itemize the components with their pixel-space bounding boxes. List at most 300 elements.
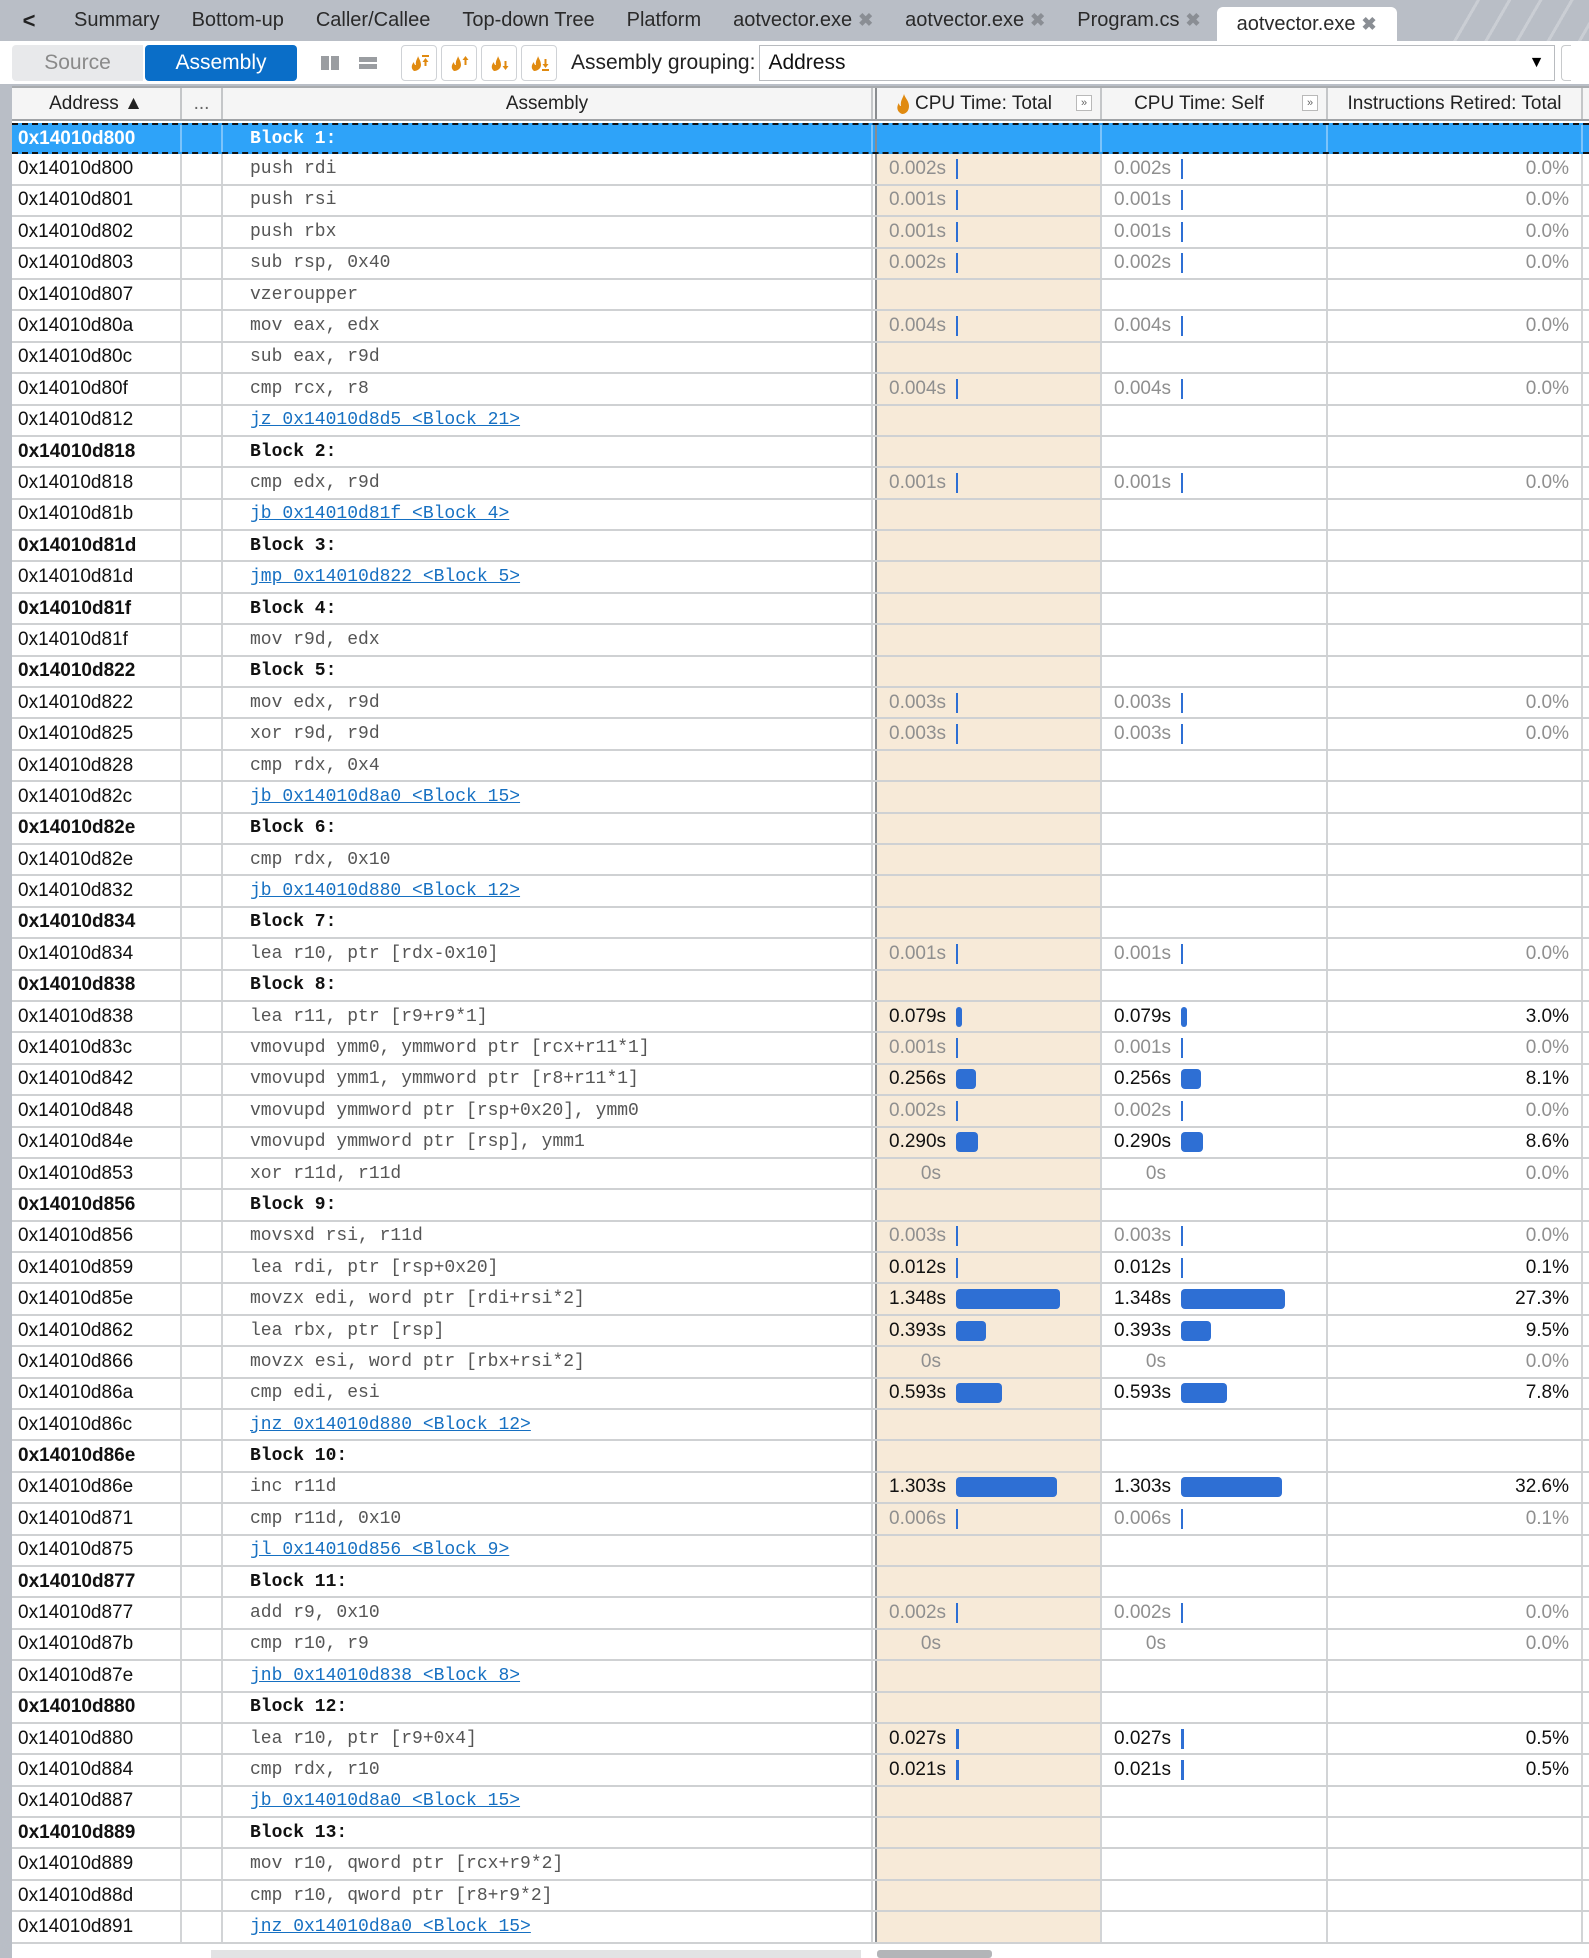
tab-aotvector-exe[interactable] bbox=[1217, 7, 1397, 41]
block-label: Block 8: bbox=[250, 975, 337, 996]
block-header-row[interactable] bbox=[12, 1190, 1589, 1221]
cpu-total-cell bbox=[877, 1347, 1102, 1376]
table-row[interactable] bbox=[12, 1661, 1589, 1692]
tab-label: Top-down Tree bbox=[462, 9, 595, 31]
instruction-text: lea r11, ptr [r9+r9*1] bbox=[250, 1006, 488, 1027]
column-header-cpu-self[interactable] bbox=[1102, 88, 1328, 119]
jump-target-link[interactable]: jb 0x14010d8a0 <Block 15> bbox=[250, 1791, 521, 1812]
time-bar bbox=[956, 1603, 958, 1623]
cpu-total-cell bbox=[877, 374, 1102, 403]
cpu-self-cell bbox=[1102, 1253, 1328, 1282]
address-cell: 0x14010d87b bbox=[12, 1630, 182, 1659]
dots-cell bbox=[182, 1787, 223, 1816]
cpu-self-cell bbox=[1102, 908, 1328, 937]
jump-target-link[interactable]: jnz 0x14010d880 <Block 12> bbox=[250, 1414, 531, 1435]
dots-cell bbox=[182, 1818, 223, 1847]
block-header-row[interactable] bbox=[12, 908, 1589, 939]
instructions-retired-cell bbox=[1328, 971, 1583, 1000]
time-bar bbox=[1181, 1477, 1282, 1497]
dots-cell bbox=[182, 125, 223, 152]
dots-cell bbox=[182, 594, 223, 623]
table-row[interactable] bbox=[12, 343, 1589, 374]
table-row[interactable] bbox=[12, 406, 1589, 437]
assembly-cell bbox=[223, 343, 873, 372]
instructions-retired-value: 0.0% bbox=[1525, 252, 1569, 274]
instructions-retired-cell bbox=[1328, 1316, 1583, 1345]
dots-cell bbox=[182, 939, 223, 968]
dots-cell bbox=[182, 876, 223, 905]
time-bar bbox=[1181, 1038, 1183, 1058]
cpu-self-cell bbox=[1102, 1598, 1328, 1627]
dots-cell bbox=[182, 1410, 223, 1439]
cpu-self-cell bbox=[1102, 625, 1328, 654]
tab-caller-callee[interactable] bbox=[300, 0, 447, 41]
block-header-row[interactable] bbox=[12, 657, 1589, 688]
block-header-row[interactable] bbox=[12, 1567, 1589, 1598]
dropdown-arrow-icon: ▼ bbox=[1528, 53, 1545, 71]
table-row[interactable] bbox=[12, 1410, 1589, 1441]
table-row[interactable] bbox=[12, 1128, 1589, 1159]
table-row[interactable] bbox=[12, 688, 1589, 719]
time-bar bbox=[956, 724, 958, 744]
table-row[interactable] bbox=[12, 1881, 1589, 1912]
table-row[interactable] bbox=[12, 845, 1589, 876]
stacked-layout-icon[interactable] bbox=[355, 50, 381, 76]
address-cell: 0x14010d856 bbox=[12, 1222, 182, 1251]
column-header-assembly[interactable]: Assembly bbox=[223, 88, 873, 119]
table-row[interactable] bbox=[12, 751, 1589, 782]
table-row[interactable] bbox=[12, 1379, 1589, 1410]
address-cell: 0x14010d818 bbox=[12, 437, 182, 466]
assembly-cell bbox=[223, 154, 873, 183]
table-row[interactable] bbox=[12, 1065, 1589, 1096]
instruction-text: vmovupd ymm1, ymmword ptr [r8+r11*1] bbox=[250, 1069, 639, 1090]
instructions-retired-value: 9.5% bbox=[1525, 1319, 1569, 1341]
cpu-total-cell bbox=[877, 1253, 1102, 1282]
table-row[interactable] bbox=[12, 1504, 1589, 1535]
block-header-row[interactable] bbox=[12, 814, 1589, 845]
cpu-self-cell bbox=[1102, 1002, 1328, 1031]
close-tab-icon[interactable]: ✖ bbox=[1030, 10, 1046, 30]
time-bar bbox=[956, 1509, 958, 1529]
cpu-self-cell-value: 0.256s bbox=[1114, 1068, 1172, 1090]
tab-summary[interactable] bbox=[58, 0, 176, 41]
instructions-retired-cell bbox=[1328, 688, 1583, 717]
block-label: Block 1: bbox=[250, 128, 337, 149]
dots-cell bbox=[182, 1316, 223, 1345]
instructions-retired-value: 0.0% bbox=[1525, 691, 1569, 713]
table-row[interactable] bbox=[12, 1755, 1589, 1786]
cpu-self-cell bbox=[1102, 1536, 1328, 1565]
table-row[interactable] bbox=[12, 1787, 1589, 1818]
table-row[interactable] bbox=[12, 1284, 1589, 1315]
address-cell: 0x14010d822 bbox=[12, 688, 182, 717]
address-cell: 0x14010d82c bbox=[12, 782, 182, 811]
block-label: Block 4: bbox=[250, 598, 337, 619]
address-cell: 0x14010d800 bbox=[12, 125, 182, 152]
tab-top-down-tree[interactable] bbox=[446, 0, 610, 41]
cpu-total-cell bbox=[877, 688, 1102, 717]
dots-cell bbox=[182, 1536, 223, 1565]
table-row[interactable] bbox=[12, 1253, 1589, 1284]
dots-cell bbox=[182, 437, 223, 466]
table-row[interactable] bbox=[12, 1159, 1589, 1190]
cpu-total-cell bbox=[877, 1222, 1102, 1251]
table-row[interactable] bbox=[12, 562, 1589, 593]
expand-cpu-self-icon[interactable]: » bbox=[1302, 95, 1318, 111]
column-header-address[interactable]: Address ▲ bbox=[12, 88, 182, 119]
block-header-row[interactable] bbox=[12, 123, 1589, 154]
table-row[interactable] bbox=[12, 1598, 1589, 1629]
cpu-self-cell bbox=[1102, 971, 1328, 1000]
time-bar bbox=[1181, 253, 1183, 273]
dots-cell bbox=[182, 688, 223, 717]
cpu-total-cell bbox=[877, 876, 1102, 905]
close-tab-icon[interactable]: ✖ bbox=[1185, 10, 1201, 30]
assembly-grouping-select[interactable] bbox=[759, 45, 1555, 81]
instruction-text: add r9, 0x10 bbox=[250, 1603, 380, 1624]
instruction-text: xor r11d, r11d bbox=[250, 1163, 402, 1184]
coldest-flame-icon[interactable] bbox=[521, 45, 557, 81]
assembly-grouping-label: Assembly grouping: bbox=[571, 50, 756, 74]
time-bar bbox=[1181, 1603, 1183, 1623]
tabbar-decoration bbox=[1449, 0, 1589, 41]
tab-label: Platform bbox=[626, 9, 702, 31]
close-tab-icon[interactable]: ✖ bbox=[1361, 13, 1377, 34]
dots-cell bbox=[182, 1222, 223, 1251]
toolbar-overflow[interactable] bbox=[1561, 45, 1571, 81]
cpu-total-cell bbox=[877, 406, 1102, 435]
cpu-self-cell bbox=[1102, 186, 1328, 215]
dots-cell bbox=[182, 845, 223, 874]
assembly-cell bbox=[223, 1567, 873, 1596]
cpu-self-cell bbox=[1102, 1441, 1328, 1470]
cpu-total-cell bbox=[877, 280, 1102, 309]
table-row[interactable] bbox=[12, 1724, 1589, 1755]
dots-cell bbox=[182, 1002, 223, 1031]
jump-target-link[interactable]: jnz 0x14010d8a0 <Block 15> bbox=[250, 1916, 531, 1937]
table-row[interactable] bbox=[12, 939, 1589, 970]
cpu-self-cell-value: 0.012s bbox=[1114, 1256, 1172, 1278]
instructions-retired-value: 8.6% bbox=[1525, 1131, 1569, 1153]
cpu-total-cell bbox=[877, 1379, 1102, 1408]
address-cell: 0x14010d81d bbox=[12, 562, 182, 591]
cpu-self-cell bbox=[1102, 845, 1328, 874]
cpu-total-cell bbox=[877, 1159, 1102, 1188]
instruction-text: cmp r10, r9 bbox=[250, 1634, 369, 1655]
table-row[interactable] bbox=[12, 1473, 1589, 1504]
cpu-total-cell-value: 0.393s bbox=[889, 1319, 947, 1341]
cpu-self-cell bbox=[1102, 1693, 1328, 1722]
cpu-self-cell bbox=[1102, 782, 1328, 811]
assembly-cell bbox=[223, 1787, 873, 1816]
cpu-self-cell-value: 0s bbox=[1145, 1162, 1166, 1184]
instruction-text: movzx esi, word ptr [rbx+rsi*2] bbox=[250, 1351, 585, 1372]
block-label: Block 6: bbox=[250, 818, 337, 839]
assembly-cell bbox=[223, 1096, 873, 1125]
cpu-total-cell bbox=[877, 1033, 1102, 1062]
table-row[interactable] bbox=[12, 1912, 1589, 1943]
cpu-total-cell bbox=[877, 1441, 1102, 1470]
table-row[interactable] bbox=[12, 782, 1589, 813]
address-cell: 0x14010d834 bbox=[12, 908, 182, 937]
assembly-cell bbox=[223, 1598, 873, 1627]
tab-aotvector-exe[interactable] bbox=[889, 0, 1061, 41]
cpu-total-cell bbox=[877, 1881, 1102, 1910]
instructions-retired-value: 0.5% bbox=[1525, 1727, 1569, 1749]
column-header-instructions-retired[interactable]: Instructions Retired: Total bbox=[1328, 88, 1583, 119]
cpu-total-cell-value: 0.290s bbox=[889, 1131, 947, 1153]
table-row[interactable] bbox=[12, 1316, 1589, 1347]
cpu-self-cell bbox=[1102, 1379, 1328, 1408]
cpu-self-cell-value: 0.006s bbox=[1114, 1507, 1172, 1529]
table-row[interactable] bbox=[12, 249, 1589, 280]
instruction-text: push rdi bbox=[250, 159, 337, 180]
instructions-retired-value: 0.0% bbox=[1525, 315, 1569, 337]
dots-cell bbox=[182, 971, 223, 1000]
instructions-retired-cell bbox=[1328, 1033, 1583, 1062]
table-row[interactable] bbox=[12, 311, 1589, 342]
table-row[interactable] bbox=[12, 217, 1589, 248]
dots-cell bbox=[182, 908, 223, 937]
expand-cpu-total-icon[interactable]: » bbox=[1076, 95, 1092, 111]
table-row[interactable] bbox=[12, 186, 1589, 217]
instructions-retired-cell bbox=[1328, 1128, 1583, 1157]
instruction-text: cmp r11d, 0x10 bbox=[250, 1508, 402, 1529]
instruction-text: mov r10, qword ptr [rcx+r9*2] bbox=[250, 1854, 564, 1875]
cpu-total-cell-value: 0s bbox=[920, 1633, 941, 1655]
instructions-retired-value: 0.0% bbox=[1525, 189, 1569, 211]
jump-target-link[interactable]: jz 0x14010d8d5 <Block 21> bbox=[250, 410, 521, 431]
dots-cell bbox=[182, 1190, 223, 1219]
assembly-cell bbox=[223, 1222, 873, 1251]
instruction-text: mov r9d, edx bbox=[250, 629, 380, 650]
cpu-self-cell-value: 0.001s bbox=[1114, 942, 1172, 964]
cpu-self-cell bbox=[1102, 1284, 1328, 1313]
cpu-total-cell-value: 0.004s bbox=[889, 315, 947, 337]
cpu-total-cell bbox=[877, 1504, 1102, 1533]
jump-target-link[interactable]: jb 0x14010d8a0 <Block 15> bbox=[250, 786, 521, 807]
table-row[interactable] bbox=[12, 1536, 1589, 1567]
address-cell: 0x14010d83c bbox=[12, 1033, 182, 1062]
cpu-total-cell-value: 0.003s bbox=[889, 691, 947, 713]
instructions-retired-cell bbox=[1328, 751, 1583, 780]
cpu-total-cell bbox=[877, 1190, 1102, 1219]
dots-cell bbox=[182, 1379, 223, 1408]
block-header-row[interactable] bbox=[12, 1441, 1589, 1472]
block-header-row[interactable] bbox=[12, 531, 1589, 562]
address-cell: 0x14010d85e bbox=[12, 1284, 182, 1313]
cpu-self-cell bbox=[1102, 1347, 1328, 1376]
dots-cell bbox=[182, 1598, 223, 1627]
cpu-total-cell-value: 0.002s bbox=[889, 252, 947, 274]
address-cell: 0x14010d859 bbox=[12, 1253, 182, 1282]
table-row[interactable] bbox=[12, 1002, 1589, 1033]
hottest-flame-icon[interactable] bbox=[401, 45, 437, 81]
block-label: Block 2: bbox=[250, 441, 337, 462]
tab-program-cs[interactable] bbox=[1061, 0, 1216, 41]
cpu-self-cell bbox=[1102, 1724, 1328, 1753]
table-row[interactable] bbox=[12, 1033, 1589, 1064]
instructions-retired-value: 0.0% bbox=[1525, 471, 1569, 493]
cpu-total-cell bbox=[877, 594, 1102, 623]
previous-hot-flame-icon[interactable] bbox=[441, 45, 477, 81]
toolbar bbox=[0, 41, 1589, 84]
instructions-retired-cell bbox=[1328, 625, 1583, 654]
table-row[interactable] bbox=[12, 1849, 1589, 1880]
assembly-cell bbox=[223, 1002, 873, 1031]
time-bar bbox=[1181, 724, 1183, 744]
cpu-self-cell bbox=[1102, 876, 1328, 905]
instructions-retired-cell bbox=[1328, 657, 1583, 686]
cpu-total-cell bbox=[877, 971, 1102, 1000]
back-arrow-icon[interactable]: < bbox=[22, 7, 36, 33]
jump-target-link[interactable]: jl 0x14010d856 <Block 9> bbox=[250, 1540, 510, 1561]
cpu-total-cell bbox=[877, 562, 1102, 591]
instructions-retired-cell bbox=[1328, 876, 1583, 905]
address-cell: 0x14010d86e bbox=[12, 1441, 182, 1470]
cpu-total-cell bbox=[877, 531, 1102, 560]
column-header-cpu-total[interactable] bbox=[877, 88, 1102, 119]
assembly-cell bbox=[223, 437, 873, 466]
instructions-retired-cell bbox=[1328, 1693, 1583, 1722]
dots-cell bbox=[182, 531, 223, 560]
instructions-retired-cell bbox=[1328, 343, 1583, 372]
address-cell: 0x14010d856 bbox=[12, 1190, 182, 1219]
cpu-self-cell-value: 0s bbox=[1145, 1350, 1166, 1372]
time-bar bbox=[1181, 1101, 1183, 1121]
jump-target-link[interactable]: jb 0x14010d81f <Block 4> bbox=[250, 504, 510, 525]
instructions-retired-cell bbox=[1328, 1222, 1583, 1251]
instructions-retired-cell bbox=[1328, 939, 1583, 968]
assembly-cell bbox=[223, 1849, 873, 1878]
table-row[interactable] bbox=[12, 1096, 1589, 1127]
dots-cell bbox=[182, 1065, 223, 1094]
block-header-row[interactable] bbox=[12, 1693, 1589, 1724]
cpu-total-cell bbox=[877, 217, 1102, 246]
cpu-self-cell bbox=[1102, 562, 1328, 591]
table-row[interactable] bbox=[12, 1630, 1589, 1661]
cpu-total-cell-value: 0.006s bbox=[889, 1507, 947, 1529]
cpu-self-cell bbox=[1102, 374, 1328, 403]
cpu-total-cell-value: 0.001s bbox=[889, 220, 947, 242]
assembly-cell bbox=[223, 1473, 873, 1502]
side-by-side-layout-icon[interactable] bbox=[317, 50, 343, 76]
instructions-retired-value: 0.1% bbox=[1525, 1256, 1569, 1278]
tab-bar bbox=[0, 0, 1589, 41]
table-row[interactable] bbox=[12, 719, 1589, 750]
cpu-self-cell-value: 0.003s bbox=[1114, 691, 1172, 713]
block-header-row[interactable] bbox=[12, 437, 1589, 468]
address-cell: 0x14010d853 bbox=[12, 1159, 182, 1188]
cpu-total-cell-value: 0.002s bbox=[889, 1602, 947, 1624]
instructions-retired-cell bbox=[1328, 374, 1583, 403]
address-cell: 0x14010d801 bbox=[12, 186, 182, 215]
jump-target-link[interactable]: jnb 0x14010d838 <Block 8> bbox=[250, 1665, 521, 1686]
address-cell: 0x14010d81b bbox=[12, 500, 182, 529]
cpu-self-cell bbox=[1102, 1410, 1328, 1439]
table-row[interactable] bbox=[12, 374, 1589, 405]
table-row[interactable] bbox=[12, 1347, 1589, 1378]
table-row[interactable] bbox=[12, 500, 1589, 531]
cpu-total-cell bbox=[877, 1536, 1102, 1565]
tab-platform[interactable] bbox=[611, 0, 717, 41]
assembly-cell bbox=[223, 1912, 873, 1941]
cpu-total-cell bbox=[877, 249, 1102, 278]
cpu-self-cell-value: 1.348s bbox=[1114, 1288, 1172, 1310]
table-row[interactable] bbox=[12, 625, 1589, 656]
cpu-total-cell bbox=[877, 939, 1102, 968]
cpu-self-cell-value: 0.004s bbox=[1114, 315, 1172, 337]
cpu-self-cell-value: 0.021s bbox=[1114, 1759, 1172, 1780]
assembly-cell bbox=[223, 971, 873, 1000]
assembly-cell bbox=[223, 562, 873, 591]
jump-target-link[interactable]: jb 0x14010d880 <Block 12> bbox=[250, 881, 521, 902]
cpu-total-cell bbox=[877, 1912, 1102, 1941]
time-bar bbox=[1181, 1132, 1203, 1152]
close-tab-icon[interactable]: ✖ bbox=[858, 10, 874, 30]
cpu-total-cell-value: 0.001s bbox=[889, 189, 947, 211]
time-bar bbox=[1181, 379, 1183, 399]
table-row[interactable] bbox=[12, 468, 1589, 499]
time-bar bbox=[956, 473, 958, 493]
jump-target-link[interactable]: jmp 0x14010d822 <Block 5> bbox=[250, 567, 521, 588]
table-row[interactable] bbox=[12, 154, 1589, 185]
block-header-row[interactable] bbox=[12, 594, 1589, 625]
assembly-cell bbox=[223, 719, 873, 748]
address-cell: 0x14010d880 bbox=[12, 1693, 182, 1722]
dots-cell bbox=[182, 468, 223, 497]
address-cell: 0x14010d889 bbox=[12, 1849, 182, 1878]
instructions-retired-cell bbox=[1328, 1441, 1583, 1470]
cpu-self-cell bbox=[1102, 1190, 1328, 1219]
next-hot-flame-icon[interactable] bbox=[481, 45, 517, 81]
table-row[interactable] bbox=[12, 280, 1589, 311]
time-bar bbox=[956, 1101, 958, 1121]
source-view-button[interactable]: Source bbox=[12, 45, 143, 81]
dots-cell bbox=[182, 1347, 223, 1376]
block-header-row[interactable] bbox=[12, 1818, 1589, 1849]
assembly-cell bbox=[223, 751, 873, 780]
address-cell: 0x14010d842 bbox=[12, 1065, 182, 1094]
instructions-retired-value: 0.0% bbox=[1525, 1633, 1569, 1655]
table-row[interactable] bbox=[12, 1222, 1589, 1253]
assembly-horizontal-scrollbar[interactable] bbox=[211, 1950, 861, 1958]
assembly-view-button[interactable]: Assembly bbox=[145, 45, 297, 81]
cpu-total-cell bbox=[877, 1284, 1102, 1313]
instructions-retired-value: 0.0% bbox=[1525, 1225, 1569, 1247]
tab-bottom-up[interactable] bbox=[176, 0, 300, 41]
cpu-self-cell bbox=[1102, 1159, 1328, 1188]
tab-aotvector-exe[interactable] bbox=[717, 0, 889, 41]
instruction-text: sub eax, r9d bbox=[250, 347, 380, 368]
instructions-retired-value: 27.3% bbox=[1515, 1288, 1569, 1310]
column-header-dots[interactable]: ... bbox=[182, 88, 223, 119]
assembly-cell bbox=[223, 594, 873, 623]
assembly-cell bbox=[223, 1379, 873, 1408]
cpu-self-cell bbox=[1102, 1567, 1328, 1596]
instruction-text: cmp r10, qword ptr [r8+r9*2] bbox=[250, 1885, 553, 1906]
table-row[interactable] bbox=[12, 876, 1589, 907]
dots-cell bbox=[182, 1504, 223, 1533]
metrics-horizontal-scrollbar-thumb[interactable] bbox=[877, 1950, 992, 1958]
assembly-grouping-value: Address bbox=[768, 50, 846, 74]
dots-cell bbox=[182, 406, 223, 435]
block-header-row[interactable] bbox=[12, 971, 1589, 1002]
dots-cell bbox=[182, 1661, 223, 1690]
instruction-text: vzeroupper bbox=[250, 284, 359, 305]
time-bar bbox=[956, 1069, 976, 1089]
